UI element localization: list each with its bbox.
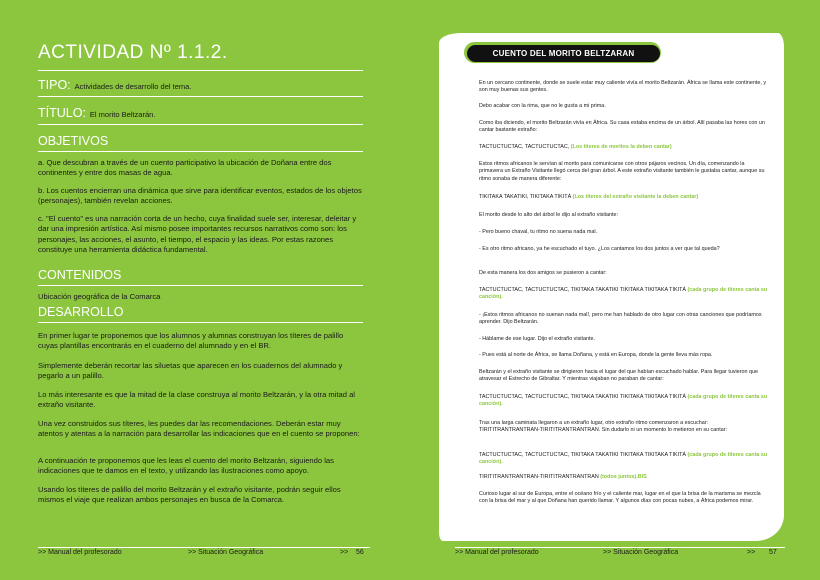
tipo-divider	[38, 96, 363, 97]
story-p9: - Es otro ritmo africano, ya he escuchado el tuyo. ¿Los cantamos los dos juntos a ver que tal queda?	[479, 246, 720, 252]
story-p19	[479, 474, 769, 481]
desarrollo-p5: A continuación te proponemos que les leas el cuento del morito Beltzarán, siguiendo las indicaciones que te damos en el texto, y utilizando las ilustraciones como apoyo.	[38, 456, 334, 476]
footer-arrows: >>	[747, 549, 756, 556]
desarrollo-p3: Lo más interesante es que la mitad de la clase construya al morito Beltzarán, y la otra mitad al extraño visitante.	[38, 390, 355, 410]
desarrollo-p2: Simplemente deberán recortar las siluetas que aparecen en los cuadernos del alumnado y pegarlo a un palillo.	[38, 361, 343, 381]
desarrollo-p1: En primer lugar te proponemos que los alumnos y alumnas construyan los títeres de palillo cuyas plantillas encontrarás en el cuaderno del alumnado y en el BR.	[38, 331, 344, 351]
objetivo-a: a. Que descubran a través de un cuento participativo la ubicación de Doñana entre dos continentes y entre dos masas de agua.	[38, 158, 332, 178]
story-p13: - Háblame de ese lugar. Dijo el extraño visitante.	[479, 336, 595, 342]
story-p11-instruction: (cada grupo de títeres canta su canción).	[479, 287, 768, 301]
story-p16	[479, 394, 769, 409]
story-p2: Debo acabar con la rima, que no le gusta a mi prima.	[479, 103, 606, 109]
story-p18-text: TACTUCTUCTAC, TACTUCTUCTAC, TIKITAKA TAKATIKI TIKITAKA TIKITAKA TIKITÁ	[479, 452, 688, 458]
footer-section: >> Situación Geográfica	[603, 549, 679, 556]
footer-arrows: >>	[340, 549, 349, 556]
story-p18-instruction: (cada grupo de títeres canta su canción).	[479, 452, 768, 466]
story-p11-text: TACTUCTUCTAC, TACTUCTUCTAC, TIKITAKA TAKATIKI TIKITAKA TIKITAKA TIKITÁ	[479, 287, 688, 293]
desarrollo-divider	[38, 322, 363, 323]
desarrollo-heading: DESARROLLO	[38, 305, 124, 319]
story-p12: - ¡Estos ritmos africanos no suenan nada mal!, pero me han hablado de otro lugar con otras canciones que podríamos aprender. Dijo Beltzarán.	[479, 312, 762, 326]
footer-manual: >> Manual del profesorado	[38, 549, 122, 556]
footer-divider-right	[455, 547, 785, 548]
activity-title: ACTIVIDAD Nº 1.1.2.	[38, 42, 228, 63]
story-p4-instruction: (Los titeres de moritos la deben cantar)	[570, 144, 672, 150]
footer-left	[38, 549, 370, 563]
story-p18	[479, 452, 769, 467]
tipo-heading	[38, 78, 191, 92]
story-p7: El morito desde lo alto del árbol le dijo al extraño visitante:	[479, 212, 619, 218]
story-p5: Estos ritmos africanos le servían al morito para comunicarse con otros pájaros vecinos. Un día, comenzando la primavera un Extraño Visitante llegó cerca del gran árbol. A este extraño visitante también le gustaba cantar, aunque su ritmo sonaba de manera diferente:	[479, 161, 765, 182]
story-p6-instruction: (Los titeres del extraño visitante la deben cantar)	[572, 194, 699, 200]
tipo-value: Actividades de desarrollo del tema.	[74, 82, 192, 91]
story-p16-text: TACTUCTUCTAC, TACTUCTUCTAC, TIKITAKA TAKATIKI TIKITAKA TIKITAKA TIKITÁ	[479, 394, 688, 400]
footer-right	[455, 549, 785, 563]
story-p14: - Pues está al norte de África, se llama Doñana, y está en Europa, donde la gente lleva más ropa.	[479, 352, 713, 358]
objetivos-divider	[38, 151, 363, 152]
objetivo-c: c. "El cuento" es una narración corta de un hecho, cuya finalidad suele ser, interesar, deleitar y dar una impresión artística. Así mismo posee importantes recursos narrativos como son: los personajes, las acciones, el asunto, el tiempo, el espacio y las ideas. Por estas razones constituye una herramienta didáctica fundamental.	[38, 214, 357, 254]
story-p1: En un cercano continente, donde se suele estar muy caliente vivía el morito Beltzarán. África se llama este continente, y son muy buenas sus gentes.	[479, 80, 767, 94]
story-title: CUENTO DEL MORITO BELTZARAN	[467, 45, 660, 62]
tipo-label: TIPO:	[38, 78, 71, 92]
footer-divider-left	[38, 547, 370, 548]
story-p4	[479, 144, 769, 151]
desarrollo-p6: Usando los títeres de palillo del morito Beltzarán y el extraño visitante, podrán seguir ellos mismos el viaje que realizan ambos personajes en busca de la Comarca.	[38, 485, 341, 505]
titulo-value: El morito Beltzarán.	[89, 110, 156, 119]
story-p11	[479, 287, 769, 302]
footer-manual: >> Manual del profesorado	[455, 549, 539, 556]
story-p8: - Pero bueno chaval, tu ritmo no suena nada mal.	[479, 229, 598, 235]
story-p17: Tras una larga caminata llegaron a un extraño lugar, otro extraño ritmo comenzaron a escuchar: TIRITITRANTRANTRAN-TIRITITRANTRANTRAN. Sin dudarlo ni un momento lo metieron en su cantar:	[479, 420, 728, 434]
story-p10: De esta manera los dos amigos se pusieron a cantar:	[479, 270, 607, 276]
titulo-heading	[38, 106, 155, 120]
desarrollo-p4: Una vez construidos sus títeres, les puedes dar las recomendaciones. Deberán estar muy atentos y atentas a la narración para desarrollar las indicaciones que en el cuento se proponen:	[38, 419, 360, 439]
titulo-label: TÍTULO:	[38, 106, 86, 120]
story-p19-text: TIRITITRANTRANTRAN-TIRITITRANTRANTRAN	[479, 474, 601, 480]
title-divider	[38, 70, 363, 71]
story-p16-instruction: (cada grupo de títeres canta su canción).	[479, 394, 768, 408]
contenidos-divider	[38, 285, 363, 286]
contenidos-heading: CONTENIDOS	[38, 268, 122, 282]
story-p4-text: TACTUCTUCTAC, TACTUCTUCTAC,	[479, 144, 571, 150]
titulo-divider	[38, 124, 363, 125]
footer-section: >> Situación Geográfica	[188, 549, 264, 556]
story-p19-instruction: (todos juntos).BIS	[600, 474, 647, 480]
objetivos-heading: OBJETIVOS	[38, 134, 109, 148]
contenidos-text: Ubicación geográfica de la Comarca	[38, 292, 161, 301]
story-p6	[479, 194, 769, 201]
story-p6-text: TIKITAKA TAKATIKI, TIKITAKA TIKITÁ	[479, 194, 573, 200]
page-number: 56	[356, 549, 364, 556]
objetivo-b: b. Los cuentos encierran una dinámica que sirve para identificar eventos, estados de los objetos (personajes), también revelan acciones.	[38, 186, 362, 206]
story-p3: Como iba diciendo, el morito Beltzarán vivía en África. Su casa estaba encima de un árbol. Allí pasaba las hores con un cantar bastante extraño:	[479, 120, 765, 134]
story-p15: Beltzarán y el extraño visitante se dirigieron hacia el lugar del que habían escuchado hablar. Para llegar tuvieron que atravesar el Estrecho de Gibraltar. Y mientras viajaban no paraban de cantar:	[479, 369, 758, 383]
story-p20: Curioso lugar al sur de Europa, entre el océano frío y el caliente mar, lugar en el que la brisa de la marisma se mezcla con la brisa del mar y al que Doñana han querido llamar. Y algunos días con pocas nubes, a África podemos mirar.	[479, 491, 761, 505]
page-number: 57	[769, 549, 777, 556]
